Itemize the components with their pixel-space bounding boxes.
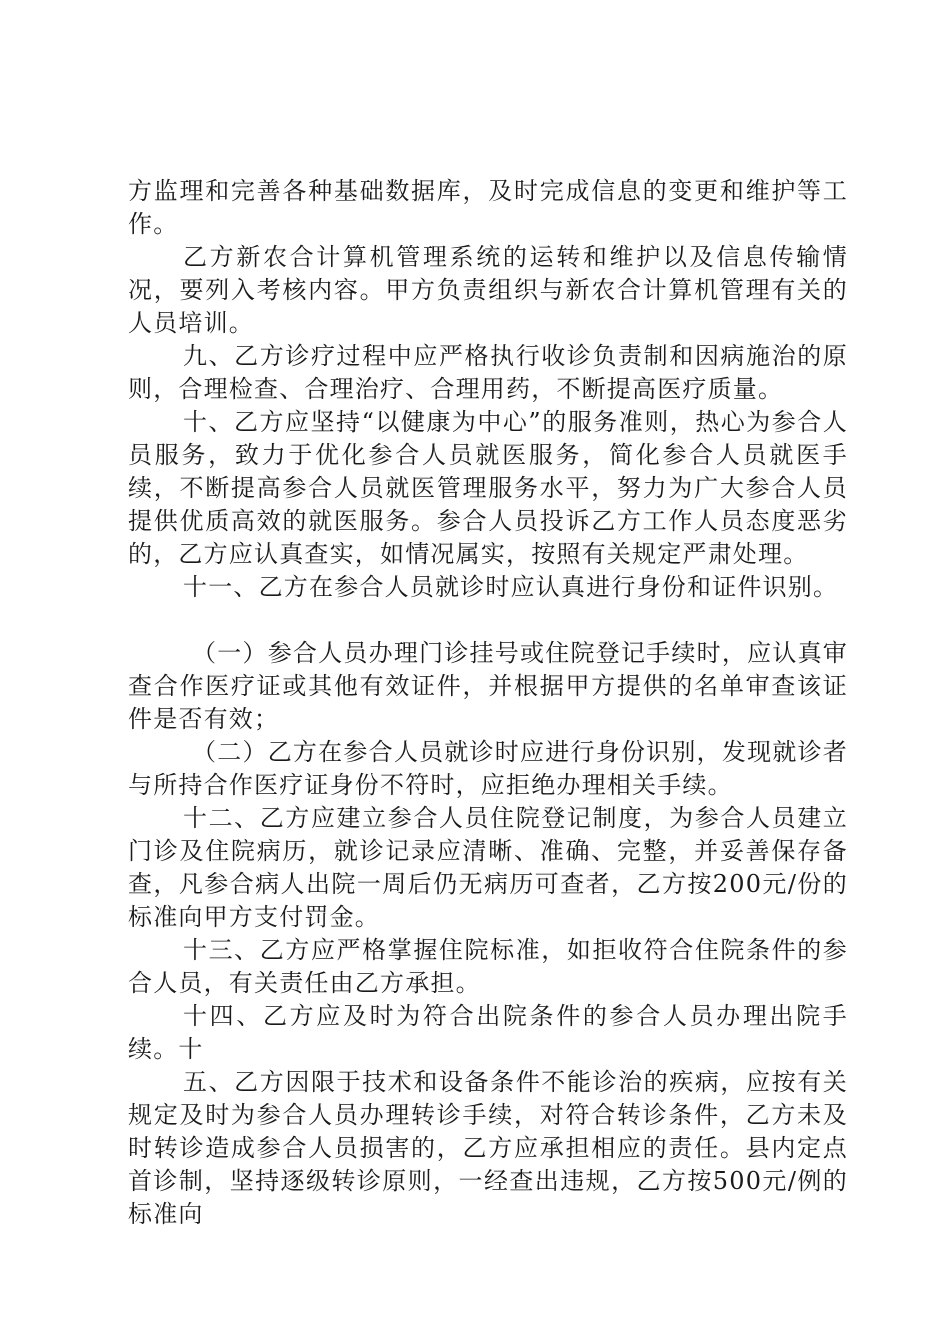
paragraph-11: 五、乙方因限于技术和设备条件不能诊治的疾病，应按有关规定及时为参合人员办理转诊手续，对符合转诊条件，乙方未及时转诊造成参合人员损害的，乙方应承担相应的责任。县内定点首诊制，坚持逐级转诊原则，一经查出违规，乙方按500元/例的标准向 [128,1068,848,1228]
paragraph-5: 十一、乙方在参合人员就诊时应认真进行身份和证件识别。 [183,573,839,601]
paragraph-10: 十四、乙方应及时为符合出院条件的参合人员办理出院手续。十 [128,1002,848,1063]
paragraph-8: 十二、乙方应建立参合人员住院登记制度，为参合人员建立门诊及住院病历，就诊记录应清晰、准确、完整，并妥善保存备查，凡参合病人出院一周后仍无病历可查者，乙方按200元/份的标准向甲方支付罚金。 [128,804,848,931]
paragraph-4: 十、乙方应坚持“以健康为中心”的服务准则，热心为参合人员服务，致力于优化参合人员就医服务，简化参合人员就医手续，不断提高参合人员就医管理服务水平，努力为广大参合人员提供优质高效的就医服务。参合人员投诉乙方工作人员态度恶劣的，乙方应认真查实，如情况属实，按照有关规定严肃处理。 [128,408,848,568]
paragraph-gap [128,604,848,637]
paragraph-7: （二）乙方在参合人员就诊时应进行身份识别，发现就诊者与所持合作医疗证身份不符时，应拒绝办理相关手续。 [128,738,848,799]
paragraph-3: 九、乙方诊疗过程中应严格执行收诊负责制和因病施治的原则，合理检查、合理治疗、合理用药，不断提高医疗质量。 [128,342,848,403]
paragraph-1: 方监理和完善各种基础数据库，及时完成信息的变更和维护等工作。 [128,177,848,238]
document-body [128,175,848,1231]
paragraph-9: 十三、乙方应严格掌握住院标准，如拒收符合住院条件的参合人员，有关责任由乙方承担。 [128,936,848,997]
paragraph-2: 乙方新农合计算机管理系统的运转和维护以及信息传输情况，要列入考核内容。甲方负责组织与新农合计算机管理有关的人员培训。 [128,243,848,337]
paragraph-6: （一）参合人员办理门诊挂号或住院登记手续时，应认真审查合作医疗证或其他有效证件，并根据甲方提供的名单审查该证件是否有效； [128,639,848,733]
